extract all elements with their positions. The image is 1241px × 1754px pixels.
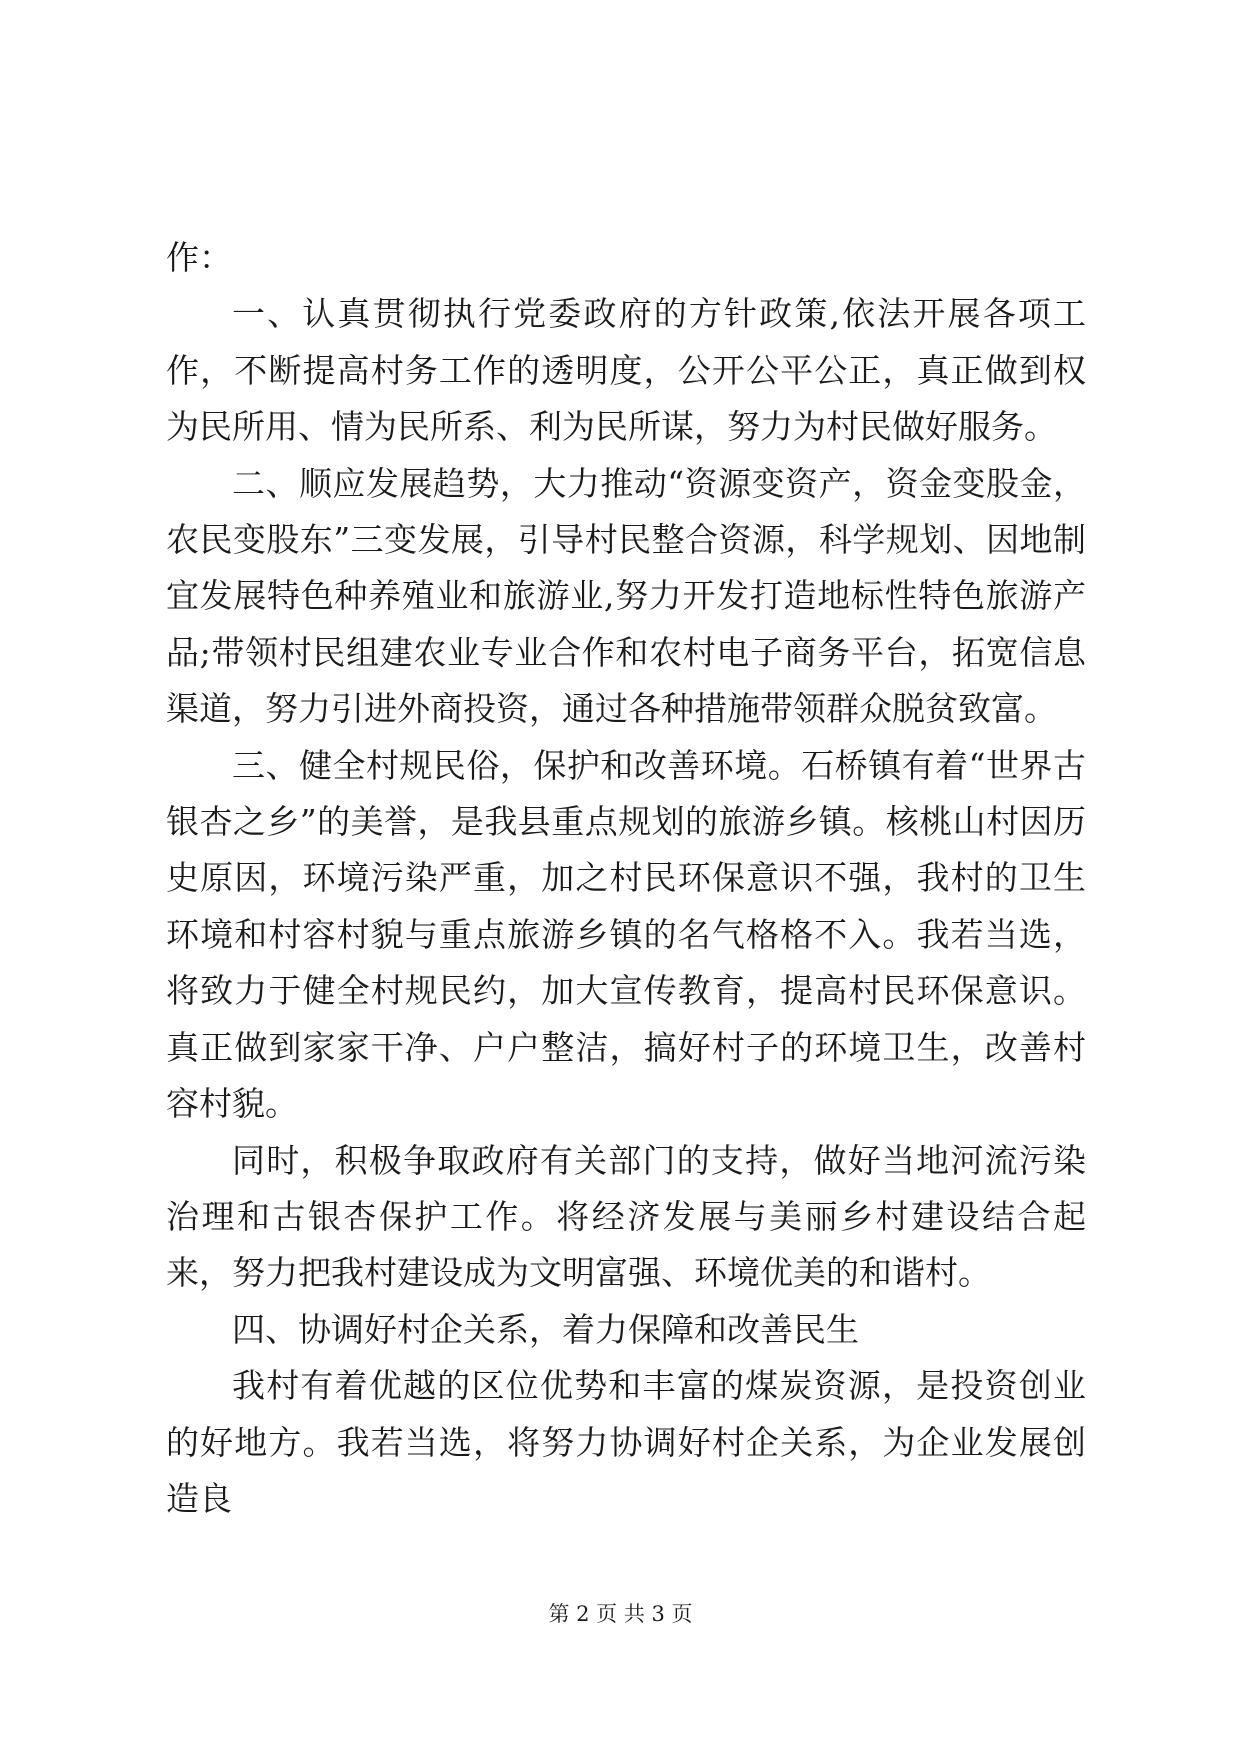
page-number-footer: 第 2 页 共 3 页 [548,1602,693,1626]
paragraph-section-four-body: 我村有着优越的区位优势和丰富的煤炭资源，是投资创业的好地方。我若当选，将努力协调好村企关系，为企业发展创造良 [166,1366,1086,1518]
paragraph-continuation: 作： [166,238,232,277]
paragraph-section-one: 一、认真贯彻执行党委政府的方针政策,依法开展各项工作，不断提高村务工作的透明度，公开公平公正，真正做到权为民所用、情为民所系、利为民所谋，努力为村民做好服务。 [166,294,1086,447]
paragraph-section-three-cont: 同时，积极争取政府有关部门的支持，做好当地河流污染治理和古银杏保护工作。将经济发展与美丽乡村建设结合起来，努力把我村建设成为文明富强、环境优美的和谐村。 [166,1140,1086,1293]
paragraph-section-four-heading: 四、协调好村企关系，着力保障和改善民生 [232,1309,859,1349]
document-body [166,230,1086,1527]
paragraph-section-two: 二、顺应发展趋势，大力推动“资源变资产，资金变股金，农民变股东”三变发展，引导村民整合资源，科学规划、因地制宜发展特色种养殖业和旅游业,努力开发打造地标性特色旅游产品;带领村民组建农业专业合作和农村电子商务平台，拓宽信息渠道，努力引进外商投资，通过各种措施带领群众脱贫致富。 [166,463,1086,729]
paragraph-section-three: 三、健全村规民俗，保护和改善环境。石桥镇有着“世界古银杏之乡”的美誉，是我县重点规划的旅游乡镇。核桃山村因历史原因，环境污染严重，加之村民环保意识不强，我村的卫生环境和村容村貌与重点旅游乡镇的名气格格不入。我若当选，将致力于健全村规民约，加大宣传教育，提高村民环保意识。真正做到家家干净、户户整洁，搞好村子的环境卫生，改善村容村貌。 [166,745,1086,1124]
